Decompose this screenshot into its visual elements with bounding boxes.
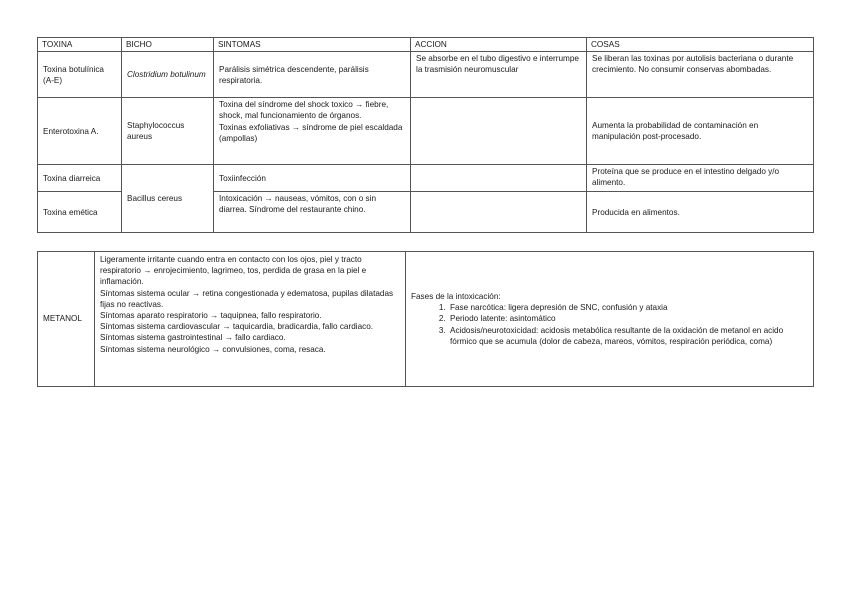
list-item: 2. Periodo latente: asintomático	[448, 313, 808, 324]
table-row	[38, 52, 814, 98]
toxin-table	[37, 37, 814, 233]
header-accion: ACCION	[411, 38, 587, 52]
header-sintomas: SINTOMAS	[214, 38, 411, 52]
symptom-line: Síntomas sistema neurológico → convulsiones, coma, resaca.	[100, 344, 326, 354]
list-item: 3. Acidosis/neurotoxicidad: acidosis metabólica resultante de la oxidación de metanol en acido fórmico que se acumula (dolor de cabeza, mareos, vómitos, respiración periódica, coma)	[448, 325, 808, 347]
metanol-phases	[406, 252, 814, 387]
cell-sintomas: Toxiinfección	[214, 165, 411, 192]
cell-accion: Se absorbe en el tubo digestivo e interrumpe la trasmisión neuromuscular	[411, 52, 587, 98]
symptom-line: Síntomas sistema cardiovascular → taquicardia, bradicardia, fallo cardiaco.	[100, 322, 374, 332]
list-item: 1. Fase narcótica: ligera depresión de SNC, confusión y ataxia	[448, 302, 808, 313]
phases-list	[411, 302, 808, 347]
cell-accion	[411, 192, 587, 233]
cell-sintomas	[214, 98, 411, 165]
cell-toxina: Toxina diarreica	[38, 165, 122, 192]
cell-cosas: Proteína que se produce en el intestino delgado y/o alimento.	[587, 165, 814, 192]
cell-accion	[411, 98, 587, 165]
symptom-line: Síntomas aparato respiratorio → taquipnea, fallo respiratorio.	[100, 311, 322, 321]
header-cosas: COSAS	[587, 38, 814, 52]
cell-cosas: Aumenta la probabilidad de contaminación en manipulación post-procesado.	[587, 98, 814, 165]
metanol-symptoms	[95, 252, 406, 387]
table-header-row	[38, 38, 814, 52]
cell-bicho: Staphylococcus aureus	[122, 98, 214, 165]
cell-bicho: Clostridium botulinum	[122, 52, 214, 98]
sintomas-line: Toxinas exfoliativas → síndrome de piel escaldada (ampollas)	[219, 122, 403, 143]
table-row	[38, 98, 814, 165]
header-toxina: TOXINA	[38, 38, 122, 52]
table-row	[38, 165, 814, 192]
metanol-table	[37, 251, 814, 387]
symptom-line: Síntomas sistema gastrointestinal → fallo cardiaco.	[100, 333, 286, 343]
phases-title: Fases de la intoxicación:	[411, 291, 501, 301]
header-bicho: BICHO	[122, 38, 214, 52]
cell-sintomas: Intoxicación → nauseas, vómitos, con o sin diarrea. Síndrome del restaurante chino.	[214, 192, 411, 233]
table-row	[38, 252, 814, 387]
cell-bicho: Bacillus cereus	[122, 165, 214, 233]
metanol-label: METANOL	[38, 252, 95, 387]
cell-cosas: Producida en alimentos.	[587, 192, 814, 233]
cell-toxina: Enterotoxina A.	[38, 98, 122, 165]
symptom-line: Ligeramente irritante cuando entra en contacto con los ojos, piel y tracto respiratorio → enrojecimiento, lagrimeo, tos, perdida de grasa en la piel e inflamación.	[100, 255, 367, 287]
cell-accion	[411, 165, 587, 192]
cell-sintomas: Parálisis simétrica descendente, parálisis respiratoria.	[214, 52, 411, 98]
cell-toxina: Toxina botulínica (A-E)	[38, 52, 122, 98]
symptom-line: Síntomas sistema ocular → retina congestionada y edematosa, pupilas dilatadas fijas no reactivas.	[100, 288, 394, 309]
sintomas-line: Toxina del síndrome del shock toxico → fiebre, shock, mal funcionamiento de órganos.	[219, 100, 389, 121]
cell-toxina: Toxina emética	[38, 192, 122, 233]
cell-cosas: Se liberan las toxinas por autolisis bacteriana o durante crecimiento. No consumir conservas abombadas.	[587, 52, 814, 98]
